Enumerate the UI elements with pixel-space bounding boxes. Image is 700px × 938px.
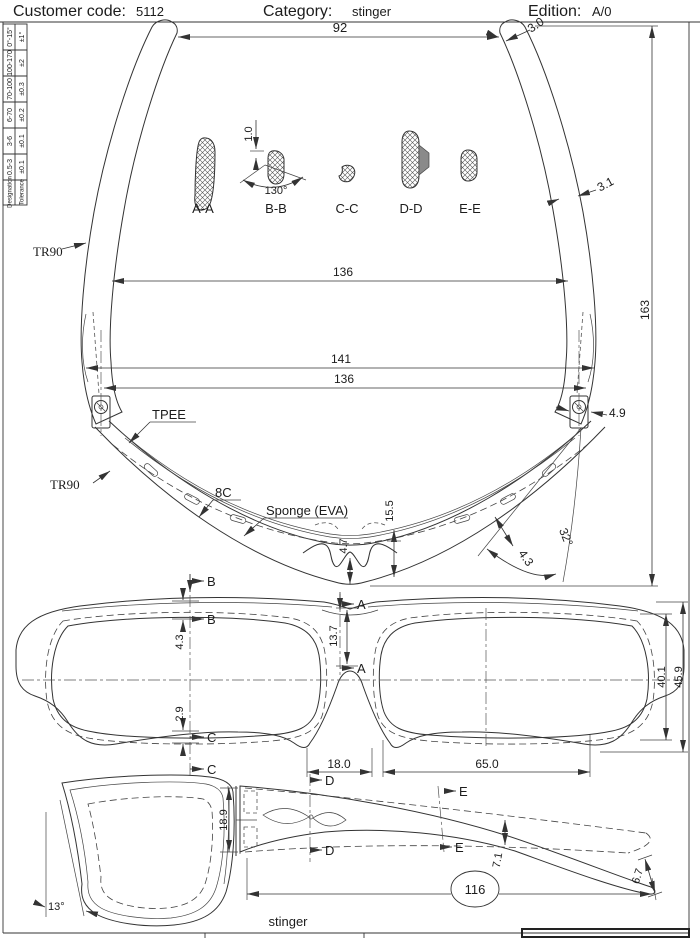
right-lens-dashed xyxy=(373,612,654,744)
dim-4-9: 4.9 xyxy=(609,406,626,420)
cross-sections xyxy=(192,120,481,216)
customer-code-label: Customer code: xyxy=(13,3,126,20)
top-view-dimensions xyxy=(86,14,658,586)
tol-val-6-70: ±0.2 xyxy=(19,108,26,122)
temple-straight-dashed-bottom xyxy=(245,846,628,853)
dim-92: 92 xyxy=(332,20,348,35)
side-temple-outline xyxy=(240,786,655,894)
label-sponge-eva: Sponge (EVA) xyxy=(266,503,349,518)
tol-range-angle: 0°-15° xyxy=(7,27,14,47)
tol-range-3-6: 3-6 xyxy=(7,135,14,147)
dim-6-7: 6.7 xyxy=(629,867,647,886)
dim-136-upper: 136 xyxy=(332,265,354,279)
mark-c-upper: C xyxy=(207,730,217,745)
section-dd-insert xyxy=(419,145,429,175)
section-cc-label: C-C xyxy=(335,201,359,216)
dim-13-7: 13.7 xyxy=(328,625,340,647)
mark-e-lower: E xyxy=(455,840,464,855)
frame-inner-arc xyxy=(109,421,591,545)
dim-32deg: 32° xyxy=(556,525,576,549)
customer-code-value: 5112 xyxy=(136,4,164,19)
side-hinge xyxy=(236,786,257,856)
mark-b-lower: B xyxy=(207,612,216,627)
side-view-dimensions xyxy=(36,788,662,917)
tol-val-70-100: ±0.3 xyxy=(19,82,26,96)
tol-range-6-70: 6-70 xyxy=(7,107,14,123)
dim-7-1: 7.1 xyxy=(490,851,506,869)
section-ee-shape xyxy=(461,150,477,181)
temple-straight-dashed-top xyxy=(245,788,646,833)
dim-18-9: 18.9 xyxy=(218,809,230,831)
tpee-band-2 xyxy=(125,438,575,539)
side-front-outline xyxy=(62,775,234,926)
edition-label: Edition: xyxy=(528,3,582,20)
tol-val-100-170: ±2 xyxy=(19,59,26,67)
tol-val-05-3: ±0.1 xyxy=(19,160,26,174)
model-name: stinger xyxy=(268,914,308,929)
section-cc-shape xyxy=(339,165,355,182)
dim-18-0: 18.0 xyxy=(327,757,351,771)
section-ee-label: E-E xyxy=(459,201,481,216)
mark-c-lower: C xyxy=(207,762,217,777)
side-view xyxy=(36,773,662,929)
mark-a-lower: A xyxy=(357,661,366,676)
dim-13deg: 13° xyxy=(48,901,65,913)
right-temple-outline xyxy=(500,20,596,424)
right-lens-opening xyxy=(379,617,648,738)
front-view xyxy=(16,574,688,777)
section-aa-shape xyxy=(195,138,215,210)
tol-range-70-100: 70-100 xyxy=(7,78,14,100)
label-8c: 8C xyxy=(215,485,232,500)
dim-136-lower: 136 xyxy=(333,372,355,386)
section-bb-shape xyxy=(268,151,284,184)
top-view-material-labels xyxy=(33,243,348,536)
dim-45-9: 45.9 xyxy=(673,666,685,688)
dim-15-5: 15.5 xyxy=(384,500,396,522)
dim-3-0: 3.0 xyxy=(524,14,547,36)
left-lens-opening xyxy=(52,617,321,738)
dim-116: 116 xyxy=(464,882,486,897)
top-view xyxy=(33,14,658,586)
front-section-marks xyxy=(190,574,366,777)
mark-b-upper: B xyxy=(207,574,216,589)
label-tr90-bottom: TR90 xyxy=(50,477,80,492)
section-aa-label: A-A xyxy=(192,201,214,216)
tol-col-tolerance: Tolerance xyxy=(19,178,26,206)
side-section-marks xyxy=(310,773,468,862)
dim-2-9: 2.9 xyxy=(174,706,186,722)
dim-4-3-top: 4.3 xyxy=(515,547,537,569)
dim-bb-angle: 130° xyxy=(264,185,288,197)
section-dd-shape xyxy=(402,131,419,188)
dim-4-3-front: 4.3 xyxy=(174,634,186,650)
label-tr90-top: TR90 xyxy=(33,244,63,259)
dim-65-0: 65.0 xyxy=(475,757,499,771)
dim-bb-height: 1.0 xyxy=(243,126,255,142)
mark-d-lower: D xyxy=(325,843,335,858)
tolerance-table xyxy=(3,24,27,208)
dim-3-1: 3.1 xyxy=(594,174,617,195)
front-view-dimensions xyxy=(172,588,688,777)
mark-a-upper: A xyxy=(357,597,366,612)
tol-val-angle: ±1° xyxy=(19,31,26,43)
mark-e-upper: E xyxy=(459,784,468,799)
tol-col-designation: Designation xyxy=(7,176,14,208)
left-lens-dashed xyxy=(46,612,327,744)
side-front-inner xyxy=(70,782,224,919)
dim-40-1: 40.1 xyxy=(656,666,668,688)
section-dd-label: D-D xyxy=(399,201,423,216)
side-lens-dashed xyxy=(88,797,213,909)
dim-163: 163 xyxy=(638,299,652,321)
dim-4-7: 4.7 xyxy=(338,538,350,554)
tol-val-3-6: ±0.1 xyxy=(19,134,26,148)
dim-141: 141 xyxy=(330,352,352,366)
left-temple-outline xyxy=(81,20,177,424)
tol-range-100-170: 100-170 xyxy=(7,50,14,76)
tol-range-05-3: 0.5-3 xyxy=(7,159,14,175)
header xyxy=(13,3,612,20)
lens-groove-dashed xyxy=(113,445,587,544)
mark-d-upper: D xyxy=(325,773,335,788)
edition-value: A/0 xyxy=(592,4,612,19)
section-bb-label: B-B xyxy=(265,201,287,216)
category-label: Category: xyxy=(263,3,333,20)
label-tpee: TPEE xyxy=(152,407,186,422)
category-value: stinger xyxy=(352,4,392,19)
